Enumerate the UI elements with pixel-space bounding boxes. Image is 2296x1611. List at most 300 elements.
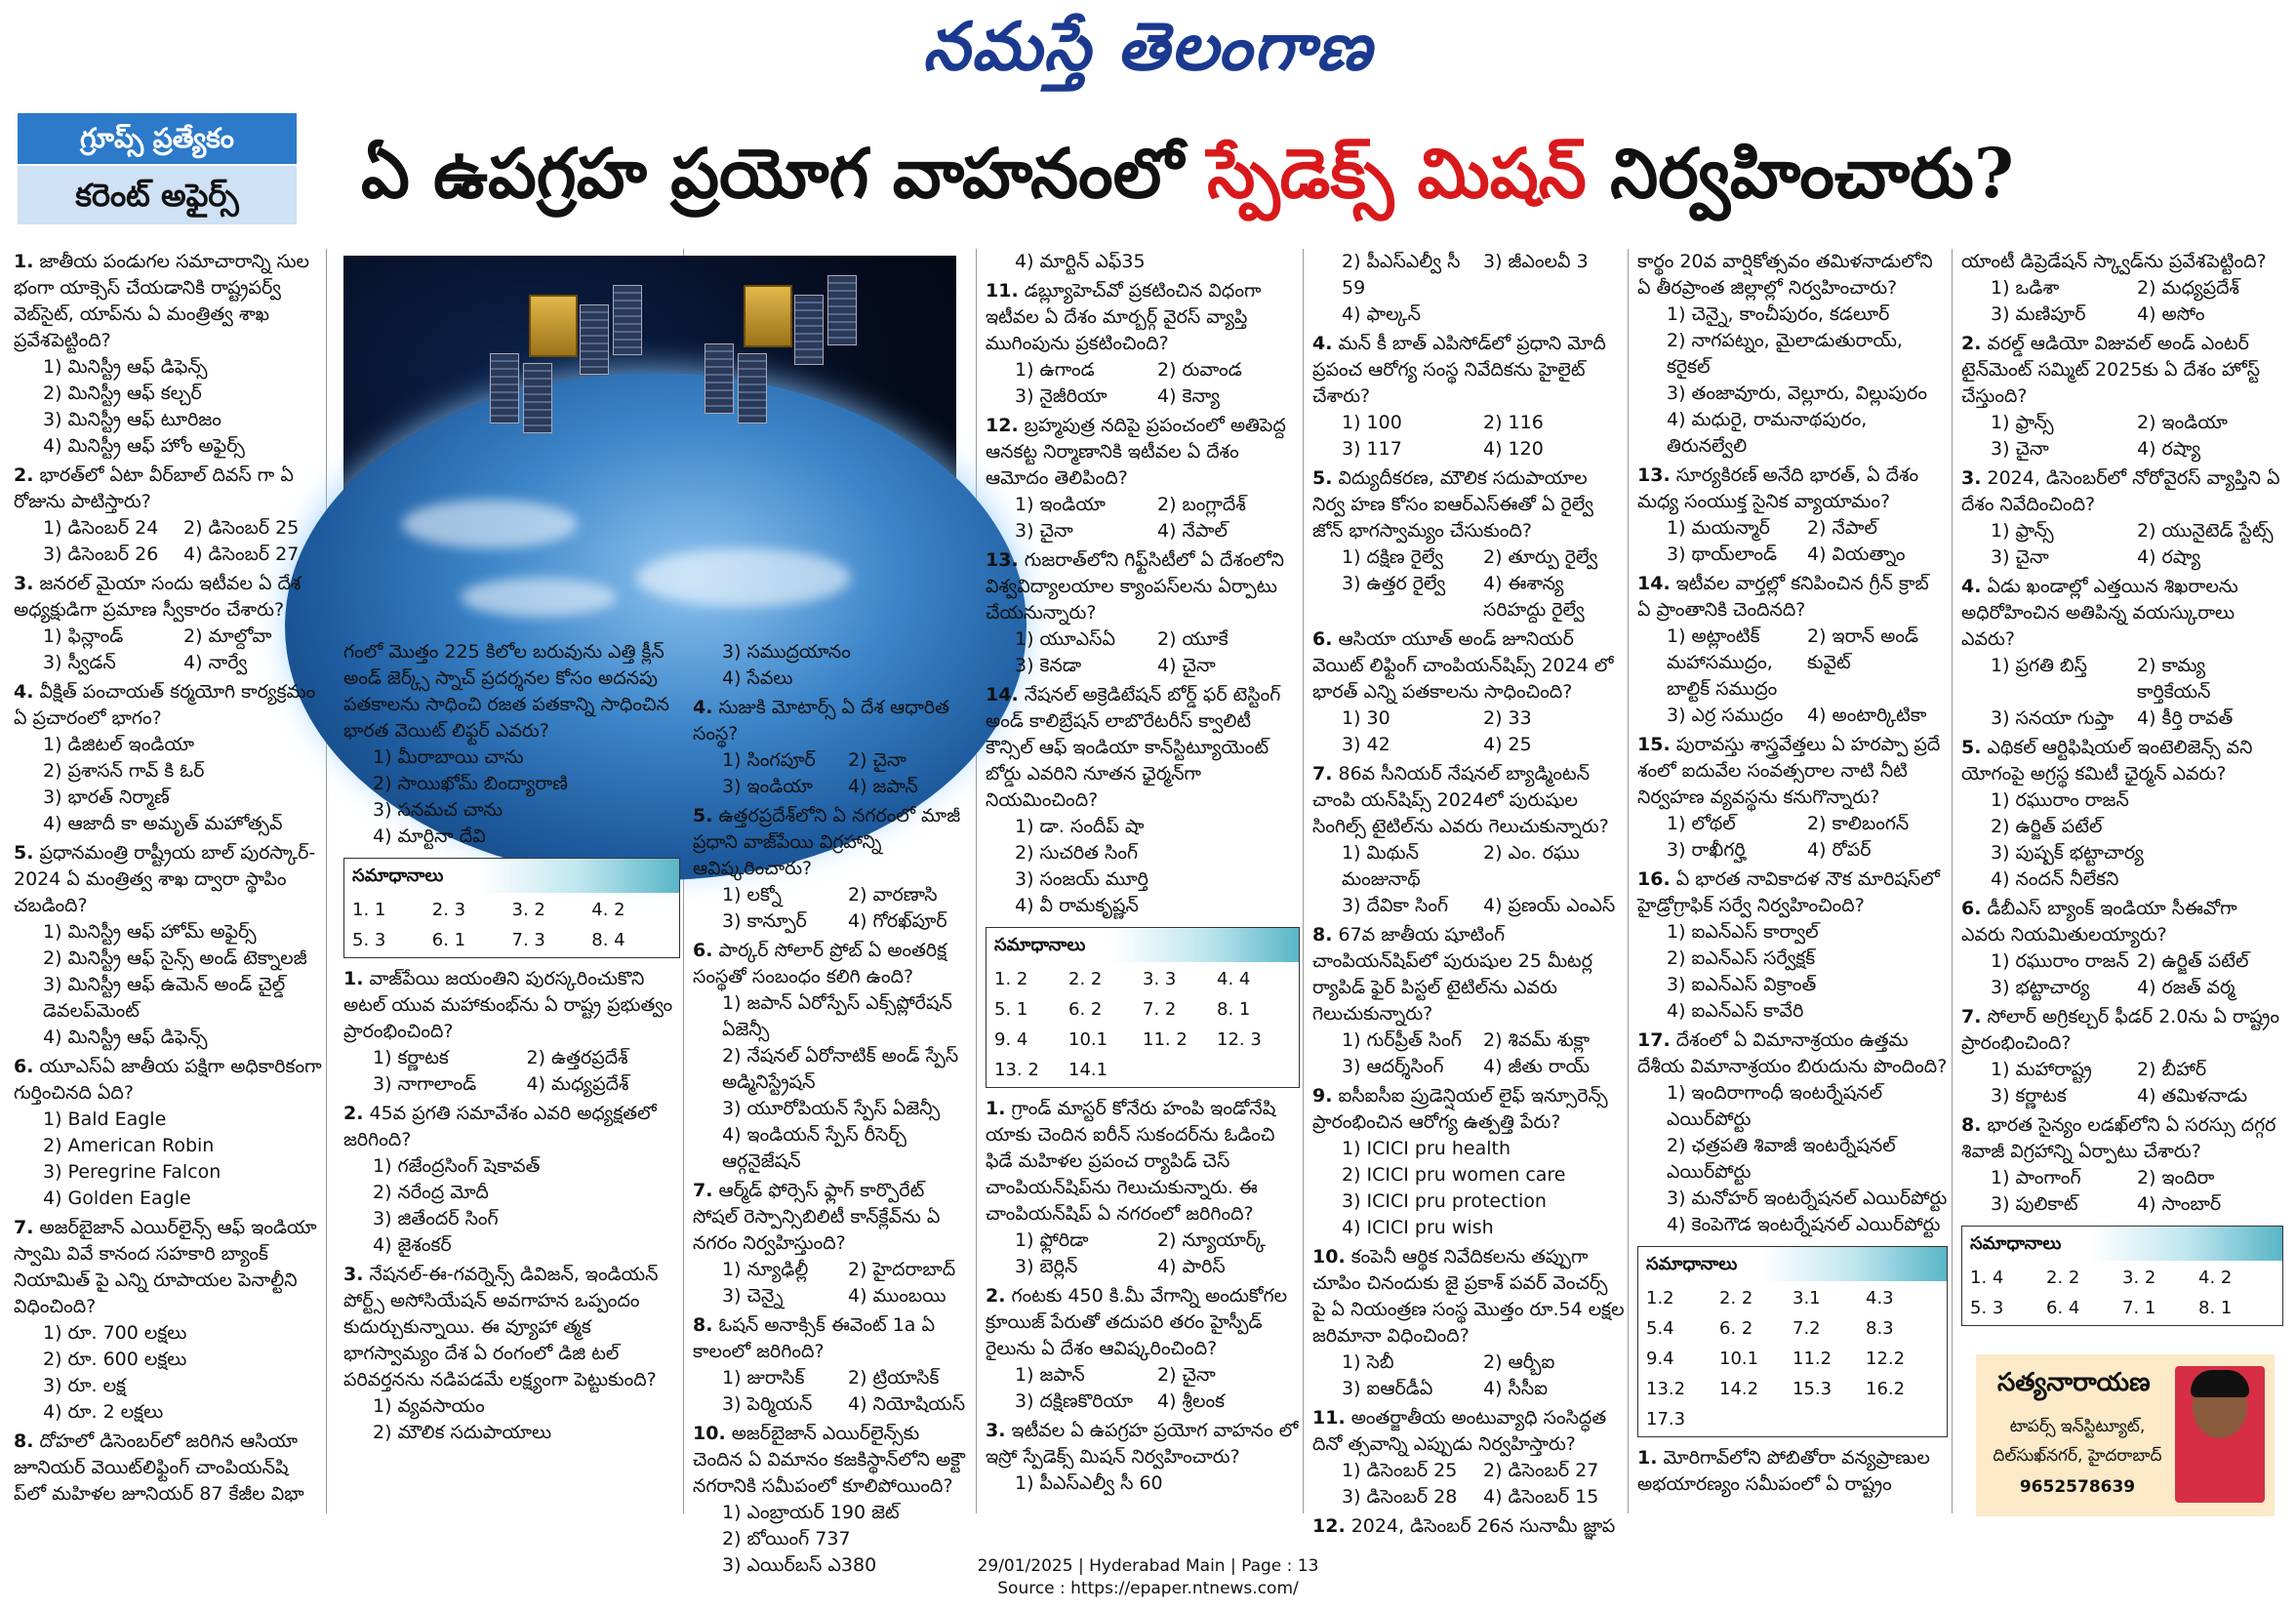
option: 1) 100 <box>1342 412 1402 433</box>
option: 4) ICICI pru wish <box>1342 1217 1494 1238</box>
option: 4) నార్వే <box>183 652 248 673</box>
option: 4) సేవలు <box>722 667 793 689</box>
question-text <box>693 803 974 882</box>
answers-grid <box>344 893 679 957</box>
headline-pre: ఏ ఉపగ్రహ ప్రయోగ వాహనంలో <box>361 133 1208 214</box>
question-body: జాతీయ పండుగల సమాచారాన్ని సుల భంగా యాక్సెస్ చేయడానికి రాష్ట్రపర్వ్ వెబ్‌సైట్, యాప్‌ను ఏ మంత్రిత్వ శాఖ ప్రవేశపెట్టింది? <box>14 251 310 351</box>
question <box>1312 922 1625 1080</box>
options <box>1637 919 1948 1025</box>
option: 2) సుచరిత సింగ్ <box>1015 842 1139 864</box>
option: 1) సెబీ <box>1342 1351 1394 1373</box>
option: 3) థాయ్‌లాండ్ <box>1667 544 1778 565</box>
option: 2) కాలిబంగన్ <box>1807 813 1910 834</box>
question-text <box>1961 331 2283 410</box>
option: 4) మార్టినా దేవి <box>373 826 486 847</box>
answer-item: 8. 1 <box>2198 1298 2233 1318</box>
question-number: 1. <box>14 251 34 272</box>
question-text <box>14 1215 324 1320</box>
question-body: గంలో మొత్తం 225 కిలోల బరువును ఎత్తి క్లీన్ అండ్ జెర్క్స్ స్నాచ్ ప్రదర్శనల కోసం అదనపు పతకాలను సాధించి రజత పతకాన్ని సాధించిన భారత వెయిట్ లిఫ్టర్ ఎవరు? <box>343 641 669 742</box>
question-number: 6. <box>693 940 713 961</box>
answers-grid <box>1962 1261 2282 1325</box>
groups-special-tag: గ్రూప్స్ ప్రత్యేకం <box>18 113 297 164</box>
question <box>1312 761 1625 919</box>
question <box>14 249 324 460</box>
options <box>1961 275 2283 328</box>
option: 4) మధ్యప్రదేశ్ <box>526 1073 629 1095</box>
options <box>693 639 974 692</box>
question-text <box>986 1283 1300 1362</box>
option: 3) సంజయ్ మూర్తి <box>1015 868 1148 890</box>
option: 3) స్వీడన్ <box>43 652 116 673</box>
answer-item: 2. 2 <box>1719 1288 1753 1309</box>
answer-item: 10.1 <box>1068 1029 1108 1050</box>
answer-item: 16.2 <box>1866 1379 1906 1399</box>
options <box>1961 518 2283 571</box>
question <box>1312 1405 1625 1510</box>
question-number: 14. <box>986 684 1019 705</box>
option: 4) ఈశాన్య సరిహద్దు రైల్వే <box>1483 573 1585 621</box>
option: 2) మధ్యప్రదేశ్ <box>2137 277 2239 299</box>
answer-item: 13. 2 <box>994 1060 1039 1080</box>
question <box>1637 571 1948 729</box>
options <box>986 1470 1300 1497</box>
options <box>343 1153 680 1259</box>
options <box>986 1362 1300 1415</box>
question <box>343 639 680 850</box>
question <box>1637 1445 1948 1498</box>
options <box>1312 705 1625 758</box>
answer-item: 7. 3 <box>511 930 545 950</box>
options <box>1312 1027 1625 1080</box>
question-text <box>1637 1445 1948 1498</box>
answer-item: 15.3 <box>1792 1379 1833 1399</box>
question <box>693 803 974 935</box>
option: 2) ఇండియా <box>2137 412 2228 433</box>
option: 3) ఐఆర్‌డీఏ <box>1342 1378 1433 1399</box>
answer-item: 5. 3 <box>352 930 386 950</box>
author-org: టాపర్స్ ఇన్‌స్టిట్యూట్, <box>2009 1417 2146 1436</box>
question <box>1961 465 2283 571</box>
options <box>1312 410 1625 463</box>
question-number: 8. <box>14 1430 34 1452</box>
question-body: నేషనల్ అక్రెడిటేషన్ బోర్డ్ ఫర్ టెస్టింగ్ అండ్ కాలిబ్రేషన్ లాబొరేటరీస్ క్వాలిటీ కౌన్సిల్ ఆఫ్ ఇండియా కాన్‌స్టిట్యూయెంట్ బోర్డు ఎవరిని నూతన ఛైర్మన్‌గా నియమించింది? <box>986 684 1281 811</box>
answer-item: 1. 2 <box>994 969 1028 989</box>
option: 1) ICICI pru health <box>1342 1138 1511 1159</box>
question <box>1312 1513 1625 1540</box>
answer-box-2 <box>986 927 1300 1088</box>
question-body: సుజుకి మోటార్స్ ఏ దేశ ఆధారిత సంస్థ? <box>693 697 949 745</box>
question-text <box>1312 465 1625 544</box>
option: 2) ఐఎన్ఎస్ సర్వేక్షక్ <box>1667 947 1816 969</box>
options <box>14 624 324 676</box>
question-text <box>343 966 680 1045</box>
option: 4) వీ రామకృష్ణన్ <box>1015 895 1139 916</box>
question-text <box>1637 249 1948 302</box>
question-text <box>1961 896 2283 948</box>
question-number: 4. <box>693 697 713 718</box>
option: 2) కామ్య కార్తికేయన్ <box>2137 655 2211 703</box>
option: 1) రూ. 700 లక్షలు <box>43 1322 187 1344</box>
option: 2) ట్రియాసిక్ <box>848 1367 940 1389</box>
option: 4) కెంపెగౌడ ఇంటర్నేషనల్ ఎయిర్‌పోర్టు <box>1667 1214 1941 1235</box>
question-number: 8. <box>693 1314 713 1336</box>
answer-item: 12.2 <box>1866 1349 1906 1369</box>
question-body: కంపెనీ ఆర్థిక నివేదికలను తప్పుగా చూపిం చినందుకు జై ప్రకాశ్ పవర్ వెంచర్స్ పై ఏ నియంత్రణ సంస్థ మొత్తం రూ.54 లక్షల జరిమానా విధించింది? <box>1312 1246 1625 1347</box>
options <box>693 1257 974 1309</box>
answer-item: 5. 3 <box>1970 1298 2004 1318</box>
option: 1) దక్షిణ రైల్వే <box>1342 546 1444 568</box>
option: 4) కీర్తి రావత్ <box>2137 707 2234 729</box>
option: 1) ఒడిశా <box>1991 277 2060 299</box>
question-number: 5. <box>14 842 34 864</box>
question <box>693 938 974 1175</box>
question-text <box>986 547 1300 626</box>
option: 4) 120 <box>1483 438 1544 460</box>
question <box>343 1101 680 1259</box>
option: 4) డిసెంబర్ 27 <box>183 544 300 565</box>
option: 2) ఇరాన్ అండ్ కువైట్ <box>1807 625 1919 673</box>
question-text <box>1312 761 1625 840</box>
option: 2) నరేంద్ర మోదీ <box>373 1182 489 1203</box>
answer-item: 4.3 <box>1866 1288 1894 1309</box>
option: 3) చైనా <box>1991 546 2049 568</box>
question-text <box>14 571 324 624</box>
question-text <box>1312 1244 1625 1349</box>
option: 1) లోథల్ <box>1667 813 1736 834</box>
option: 3) నైజీరియా <box>1015 385 1108 407</box>
option: 2) ఉర్జిత్ పటేల్ <box>1991 816 2103 837</box>
option: 1) రఘురాం రాజన్ <box>1991 950 2129 972</box>
option: 1) పాంగాంగ్ <box>1991 1167 2081 1188</box>
satellite-photo <box>343 256 956 636</box>
question-number: 5. <box>1312 467 1333 489</box>
question-text <box>693 1312 974 1365</box>
option: 3) సనయా గుప్తా <box>1991 707 2115 729</box>
answer-item: 8. 4 <box>591 930 625 950</box>
question-text <box>693 938 974 990</box>
footer-date: 29/01/2025 | Hyderabad Main | Page : 13 <box>977 1556 1319 1576</box>
options <box>343 1045 680 1098</box>
question-number: 10. <box>1312 1246 1346 1268</box>
option: 3) ఎర్ర సముద్రం <box>1667 705 1784 726</box>
question-text <box>1312 1405 1625 1458</box>
option: 2) ఎం. రఘు <box>1483 842 1580 864</box>
question-body: అంతర్జాతీయ అంటువ్యాధి సంసిద్ధత దినో త్సవాన్ని ఎప్పుడు నిర్వహిస్తారు? <box>1312 1407 1607 1455</box>
question <box>1961 1112 2283 1218</box>
option: 4) నేపాల్ <box>1157 520 1228 542</box>
option: 3) 42 <box>1342 734 1390 755</box>
question-body: ఇటీవల ఏ ఉపగ్రహ ప్రయోగ వాహనం లో ఇస్రో స్పేడెక్స్ మిషన్ నిర్వహించారు? <box>986 1420 1299 1468</box>
question-text <box>14 463 324 515</box>
author-place: దిల్‌సుఖ్‌నగర్, హైదరాబాద్ <box>1993 1446 2162 1466</box>
answer-item: 10.1 <box>1719 1349 1759 1369</box>
options <box>1312 840 1625 919</box>
option: 3) బెర్లిన్ <box>1015 1256 1078 1277</box>
option: 4) మినిస్ట్రీ ఆఫ్ డిఫెన్స్ <box>43 1027 208 1048</box>
author-photo <box>2175 1366 2265 1503</box>
headline-highlight: స్పేడెక్స్ మిషన్ <box>1207 133 1587 214</box>
headline <box>361 133 2014 230</box>
answer-item: 8.3 <box>1866 1318 1894 1339</box>
option: 1) జపాన్ <box>1015 1364 1085 1386</box>
option: 4) గోరఖ్‌పూర్ <box>848 910 947 932</box>
question-body: మన్ కీ బాత్ ఎపిసోడ్‌లో ప్రధాని మోదీ ప్రపంచ ఆరోగ్య సంస్థ నివేదికను హైలైట్ చేశారు? <box>1312 333 1606 407</box>
question <box>693 1178 974 1309</box>
question <box>343 1262 680 1446</box>
question-number: 5. <box>1961 737 1982 758</box>
question-text <box>1637 866 1948 919</box>
option: 4) అంటార్కిటికా <box>1807 705 1927 726</box>
option: 3) ఐఎన్ఎస్ విక్రాంత్ <box>1667 974 1817 995</box>
option: 2) చైనా <box>848 749 906 771</box>
question-text <box>1637 1027 1948 1080</box>
option: 1) ఫిన్లాండ్ <box>43 625 124 647</box>
options <box>1312 1349 1625 1402</box>
footer-source: Source : https://epaper.ntnews.com/ <box>997 1579 1299 1598</box>
question-text <box>1961 465 2283 518</box>
question-text <box>1312 922 1625 1027</box>
question-body: ఇటీవల వార్తల్లో కనిపించిన గ్రీన్ క్రాబ్ ఏ ప్రాంతానికి చెందినది? <box>1637 573 1929 621</box>
column-7 <box>1961 249 2283 1318</box>
question-body: గంటకు 450 కి.మీ వేగాన్ని అందుకోగల క్రూయిజ్ పేరుతో తదుపరి తరం హైస్పీడ్ రైలును ఏ దేశం ఆవిష్కరించింది? <box>986 1285 1288 1359</box>
options <box>986 1228 1300 1280</box>
option: 1) యూఎస్‌ఏ <box>1015 628 1116 650</box>
answer-item: 17.3 <box>1646 1409 1686 1430</box>
question-text <box>1961 735 2283 787</box>
option: 1) గజేంద్రసింగ్ షెకావత్ <box>373 1155 541 1177</box>
answer-item: 5. 1 <box>994 999 1028 1020</box>
option: 3) మినిస్ట్రీ ఆఫ్ టూరిజం <box>43 409 222 430</box>
options <box>14 732 324 837</box>
question-body: ఏ భారత నావికాదళ నౌక మారిషస్‌లో హైడ్రోగ్రాఫిక్ సర్వే నిర్వహించింది? <box>1637 868 1940 916</box>
option: 4) ఇండియన్ స్పేస్ రీసెర్చ్ ఆర్గనైజేషన్ <box>722 1124 906 1172</box>
options <box>14 919 324 1051</box>
question-text <box>693 695 974 747</box>
option: 1) మహారాష్ట్ర <box>1991 1059 2092 1080</box>
question-text <box>693 1178 974 1257</box>
question-body: 2024, డిసెంబర్‌లో నోరోవైరస్ వ్యాప్తిని ఏ దేశం నివేదించింది? <box>1961 467 2280 515</box>
column-5 <box>1312 249 1625 1537</box>
question-number: 15. <box>1637 734 1671 755</box>
option: 2) ఉర్జిత్ పటేల్ <box>2137 950 2249 972</box>
option: 3) చెన్నై <box>722 1285 784 1307</box>
option: 4) ఫాల్కన్ <box>1342 303 1421 325</box>
answer-item: 3. 2 <box>511 900 545 920</box>
option: 2) బంగ్లాదేశ్ <box>1157 494 1246 515</box>
answer-item: 14.2 <box>1719 1379 1759 1399</box>
option: 1) ఇందిరాగాంధీ ఇంటర్నేషనల్ ఎయిర్‌పోర్టు <box>1667 1082 1883 1130</box>
question-number: 6. <box>14 1056 34 1077</box>
question-text <box>1961 1112 2283 1165</box>
question <box>1637 732 1948 864</box>
question-body: వీక్షిత్ పంచాయత్ కర్మయోగి కార్యక్రమం ఏ ప్రచారంలో భాగం? <box>14 681 316 729</box>
options <box>1312 249 1625 328</box>
option: 2) వారణాసి <box>848 884 938 906</box>
options <box>1961 653 2283 732</box>
question-number: 8. <box>1961 1114 1982 1136</box>
question-body: కార్థం 20వ వార్షికోత్సవం తమిళనాడులోని ఏ తీరప్రాంత జిల్లాల్లో నిర్వహించారు? <box>1637 251 1933 299</box>
option: 4) 25 <box>1483 734 1532 755</box>
answer-item: 1.2 <box>1646 1288 1674 1309</box>
question-number: 5. <box>693 805 713 826</box>
question-text <box>14 1429 324 1508</box>
question <box>1961 735 2283 893</box>
question-number: 10. <box>693 1423 726 1444</box>
option: 2) యూకే <box>1157 628 1229 650</box>
option: 4) శ్రీలంక <box>1157 1390 1226 1412</box>
question-body: బ్రహ్మపుత్ర నదిపై ప్రపంచంలో అతిపెద్ద ఆనకట్ట నిర్మాణానికి ఇటీవల ఏ దేశం ఆమోదం తెలిపింది? <box>986 415 1286 489</box>
option: 4) రోపర్ <box>1807 839 1872 861</box>
option: 3) 117 <box>1342 438 1402 460</box>
question <box>986 278 1300 410</box>
headline-post: నిర్వహించారు? <box>1586 133 2014 214</box>
option: 3) సనమచ చాను <box>373 799 504 821</box>
option: 1) చెన్నై, కాంచీపురం, కడలూర్ <box>1667 303 1890 325</box>
option: 3) డిసెంబర్ 28 <box>1342 1486 1458 1508</box>
answer-item: 12. 3 <box>1217 1029 1262 1050</box>
option: 1) Bald Eagle <box>43 1108 167 1130</box>
option: 4) ఐఎన్ఎస్ కావేరి <box>1667 1000 1804 1022</box>
question <box>14 1215 324 1426</box>
option: 2) ఇందిరా <box>2137 1167 2215 1188</box>
option: 2) హైదరాబాద్ <box>848 1259 956 1280</box>
author-name: సత్యనారాయణ <box>1997 1368 2151 1397</box>
option: 3) పులికాట్ <box>1991 1193 2078 1215</box>
option: 3) ఇండియా <box>722 776 813 797</box>
question-text <box>1312 1083 1625 1136</box>
answer-box-4 <box>1961 1226 2283 1326</box>
question-body: అజర్‌బైజాన్ ఎయిర్‌లైన్స్‌కు చెందిన ఏ విమానం కజకిస్థాన్‌లోని అక్టౌ నగరానికి సమీపంలో కూలిపోయింది? <box>693 1423 966 1497</box>
options <box>1637 302 1948 460</box>
option: 3) సముద్రయానం <box>722 641 851 663</box>
option: 4) ప్రణయ్ ఎంఎస్ <box>1483 895 1616 916</box>
option: 1) గుర్‌ప్రీత్ సింగ్ <box>1342 1029 1462 1051</box>
question-text <box>1637 463 1948 515</box>
question <box>1961 331 2283 463</box>
question-text <box>986 1096 1300 1228</box>
question-number: 12. <box>986 415 1019 436</box>
question-body: 2024, డిసెంబర్ 26న సునామీ జ్ఞాప <box>1350 1515 1616 1537</box>
question-body: భారత సైన్యం లడఖ్‌లోని ఏ సరస్సు దగ్గర శివాజీ విగ్రహాన్ని ఏర్పాటు చేశారు? <box>1961 1114 2276 1162</box>
question-body: యాంటీ డిప్రెడేషన్ స్క్వాడ్‌ను ప్రవేశపెట్టింది? <box>1961 251 2267 272</box>
options <box>1637 811 1948 864</box>
option: 1) పీఎస్ఎల్వీ సీ 60 <box>1015 1472 1163 1494</box>
options <box>343 1393 680 1446</box>
option: 4) జీతు రాయ్ <box>1483 1056 1591 1077</box>
question-number: 6. <box>1312 628 1333 650</box>
option: 2) ప్రశాసన్ గావ్ కి ఓర్ <box>43 760 205 782</box>
option: 3) డిసెంబర్ 26 <box>43 544 159 565</box>
option: 4) జపాన్ <box>848 776 918 797</box>
question-number: 7. <box>14 1217 34 1238</box>
question <box>14 679 324 837</box>
answer-box-3 <box>1637 1246 1948 1437</box>
answer-item: 6. 4 <box>2046 1298 2080 1318</box>
question <box>1961 574 2283 732</box>
option: 1) ఫ్లోరిడా <box>1015 1229 1089 1251</box>
question-body: 45వ ప్రగతి సమావేశం ఎవరి అధ్యక్షతలో జరిగింది? <box>343 1103 657 1150</box>
question-number: 6. <box>1961 898 1982 919</box>
question-body: సోలార్ అగ్రికల్చర్ ఫీడర్ 2.0ను ఏ రాష్ట్రం ప్రారంభించింది? <box>1961 1006 2280 1054</box>
options <box>986 814 1300 919</box>
answer-item: 3. 3 <box>1143 969 1177 989</box>
question-number: 4. <box>14 681 34 703</box>
option: 3) ICICI pru protection <box>1342 1190 1547 1212</box>
option: 3) మనోహర్ ఇంటర్నేషనల్ ఎయిర్‌పోర్టు <box>1667 1188 1948 1209</box>
option: 1) అట్లాంటిక్ మహాసముద్రం, బాల్టిక్ సముద్రం <box>1667 625 1778 700</box>
option: 4) నందన్ నీలేకని <box>1991 868 2119 890</box>
question-text <box>1312 331 1625 410</box>
question-body: అజర్‌బైజాన్ ఎయిర్‌లైన్స్ ఆఫ్ ఇండియా స్వామి వివే కానంద సహకారి బ్యాంక్ నియామిత్ పై ఎన్ని రూపాయల పెనాల్టీని విధించింది? <box>14 1217 317 1317</box>
options <box>693 747 974 800</box>
question-text <box>1961 249 2283 275</box>
answer-item: 2. 2 <box>1068 969 1103 989</box>
option: 1) ఫ్రాన్స్ <box>1991 412 2054 433</box>
answer-item: 7.2 <box>1792 1318 1821 1339</box>
answers-title: సమాధానాలు <box>1638 1247 1947 1281</box>
answer-item: 14.1 <box>1068 1060 1108 1080</box>
options <box>14 354 324 460</box>
question-text <box>14 679 324 732</box>
option: 1) మినిస్ట్రీ ఆఫ్ హోమ్ అఫైర్స్ <box>43 921 257 943</box>
option: 3) చైనా <box>1991 438 2049 460</box>
option: 1) సింగపూర్ <box>722 749 816 771</box>
option: 4) పారిస్ <box>1157 1256 1226 1277</box>
option: 4) అసోం <box>2137 303 2205 325</box>
question-body: ఉత్తరప్రదేశ్‌లోని ఏ నగరంలో మాజీ ప్రధాని వాజ్‌పేయి విగ్రహాన్ని ఆవిష్కరించారు? <box>693 805 961 879</box>
question-number: 4. <box>1961 576 1982 597</box>
question-number: 1. <box>986 1098 1006 1119</box>
question <box>14 1429 324 1508</box>
options <box>343 745 680 850</box>
question-body: 67వ జాతీయ షూటింగ్ చాంపియన్‌షిప్‌లో పురుషుల 25 మీటర్ల ర్యాపిడ్ ఫైర్ పిస్టల్ టైటిల్‌ను ఎవరు గెలుచుకున్నారు? <box>1312 924 1592 1025</box>
answer-item: 2. 3 <box>431 900 466 920</box>
option: 2) పీఎస్ఎల్వీ సీ 59 <box>1342 251 1461 299</box>
question-number: 16. <box>1637 868 1671 890</box>
question-body: వరల్డ్ ఆడియో విజువల్ అండ్ ఎంటర్ టైన్‌మెంట్ సమ్మిట్ 2025కు ఏ దేశం హోస్ట్ చేస్తుంది? <box>1961 333 2261 407</box>
option: 2) నాగపట్నం, మైలాడుతురాయ్, కరైకల్ <box>1667 330 1903 378</box>
option: 2) శివమ్ శుక్లా <box>1483 1029 1591 1051</box>
question-body: మోరిగావ్‌లోని పోబితోరా వన్యప్రాణుల అభయారణ్యం సమీపంలో ఏ రాష్ట్రం <box>1637 1447 1930 1495</box>
option: 2) నేషనల్ ఏరోనాటిక్ అండ్ స్పేస్ అడ్మినిస్ట్రేషన్ <box>722 1045 959 1093</box>
question-body: ఓషన్ అనాక్సిక్ ఈవెంట్ 1a ఏ కాలంలో జరిగింది? <box>693 1314 935 1362</box>
option: 1) ఎంబ్రాయర్ 190 జెట్ <box>722 1502 900 1523</box>
option: 1) 30 <box>1342 707 1390 729</box>
question-number: 2. <box>343 1103 364 1124</box>
options <box>1961 787 2283 893</box>
option: 1) జురాసిక్ <box>722 1367 805 1389</box>
question <box>693 639 974 692</box>
option: 2) 116 <box>1483 412 1544 433</box>
answer-item: 6. 2 <box>1068 999 1103 1020</box>
option: 4) మధురై, రామనాథపురం, తిరునల్వేలి <box>1667 409 1868 457</box>
question-number: 1. <box>1637 1447 1658 1469</box>
option: 4) జైశంకర్ <box>373 1234 452 1256</box>
option: 4) తమిళనాడు <box>2137 1085 2248 1107</box>
options <box>1637 515 1948 568</box>
options <box>693 882 974 935</box>
question-body: యూఎస్‌ఏ జాతీయ పక్షిగా అధికారికంగా గుర్తించినది ఏది? <box>14 1056 322 1104</box>
option: 3) జితేందర్ సింగ్ <box>373 1208 499 1229</box>
question-body: విద్యుదీకరణ, మౌలిక సదుపాయాల నిర్వ హణ కోసం ఐఆర్ఎస్ఈతో ఏ రైల్వే జోన్ భాగస్వామ్యం చేసుకుంది? <box>1312 467 1593 542</box>
option: 1) డిసెంబర్ 25 <box>1342 1460 1458 1481</box>
question-body: పురావస్తు శాస్త్రవేత్తలు ఏ హరప్పా ప్రదే శంలో ఐదువేల సంవత్సరాల నాటి నీటి నిర్వహణ వ్యవస్థను కనుగొన్నారు? <box>1637 734 1941 808</box>
question <box>693 1312 974 1418</box>
question-text <box>986 1418 1300 1470</box>
option: 4) మినిస్ట్రీ ఆఫ్ హోం అఫైర్స్ <box>43 435 245 457</box>
option: 3) చైనా <box>1015 520 1073 542</box>
question-text <box>14 249 324 354</box>
